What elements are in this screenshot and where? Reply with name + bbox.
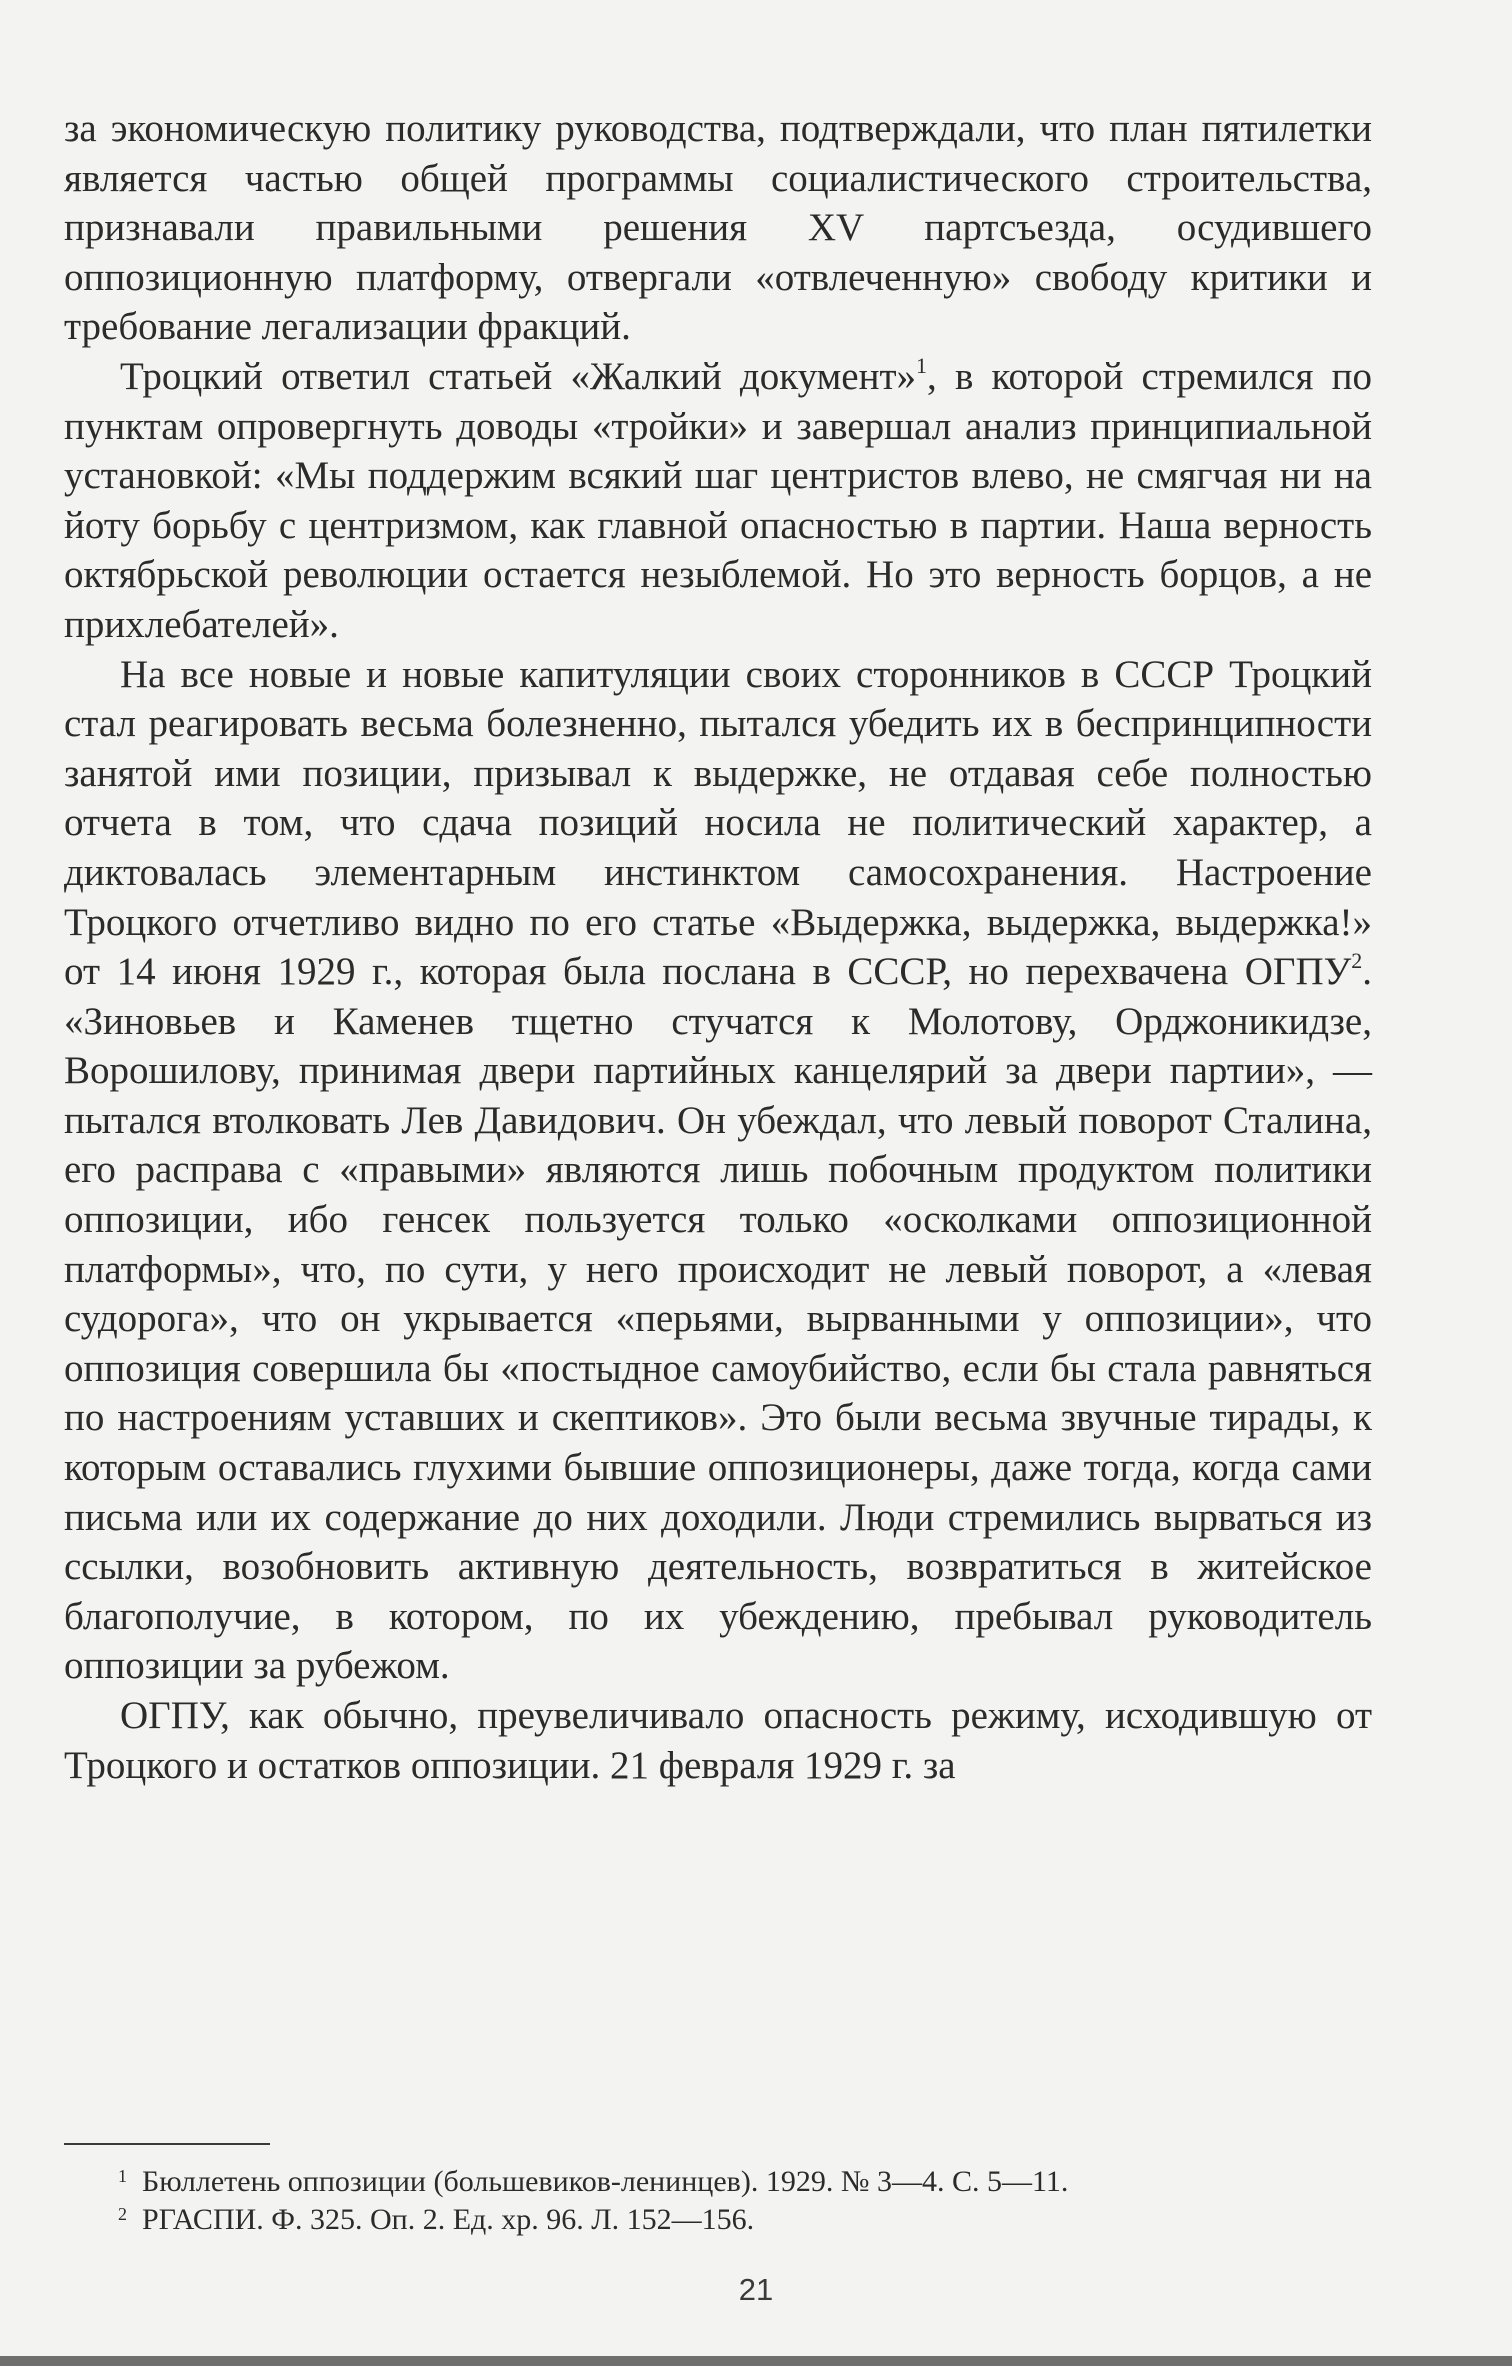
- footnote-2-mark: 2: [118, 2204, 127, 2224]
- footnote-1-mark: 1: [118, 2166, 127, 2186]
- footnote-1-text: Бюллетень оппозиции (большевиков-ленинцев). 1929. № 3—4. С. 5—11.: [142, 2165, 1069, 2198]
- body-text: [64, 104, 1372, 1790]
- paragraph-2-text-end: , в которой стремился по пунктам опровергнуть доводы «тройки» и завершал анализ принципиальной установкой: «Мы поддержим всякий шаг центристов влево, не смягчая ни на йоту борьбу с центризмом, как главной опасностью в партии. Наша верность октябрьской революции остается незыблемой. Но это верность борцов, а не прихлебателей».: [64, 354, 1372, 646]
- paragraph-4: ОГПУ, как обычно, преувеличивало опасность режиму, исходившую от Троцкого и остатков оппозиции. 21 февраля 1929 г. за: [64, 1694, 1372, 1787]
- scan-bottom-edge: [0, 2356, 1512, 2366]
- page-number: 21: [738, 2272, 774, 2307]
- paragraph-3: [64, 650, 1372, 1691]
- paragraph-3-text-end: . «Зиновьев и Каменев тщетно стучатся к Молотову, Орджоникидзе, Ворошилову, принимая двери партийных канцелярий за двери партии», — пытался втолковать Лев Давидович. Он убеждал, что левый поворот Сталина, его расправа с «правыми» являются лишь побочным продуктом политики оппозиции, ибо генсек пользуется только «осколками оппозиционной платформы», что, по сути, у него происходит не левый поворот, а «левая судорога», что он укрывается «перьями, вырванными у оппозиции», что оппозиция совершила бы «постыдное самоубийство, если бы стала равняться по настроениям уставших и скептиков». Это были весьма звучные тирады, к которым оставались глухими бывшие оппозиционеры, даже тогда, когда сами письма или их содержание до них доходили. Люди стремились вырваться из ссылки, возобновить активную деятельность, возвратиться в житейское благополучие, в котором, по их убеждению, пребывал руководитель оппозиции за рубежом.: [64, 950, 1372, 1688]
- footnote-ref-1: 1: [916, 352, 928, 378]
- paragraph-2: [64, 352, 1372, 650]
- footnotes: [64, 2163, 1372, 2239]
- paragraph-1: за экономическую политику руководства, подтверждали, что план пятилетки является частью общей программы социалистического строительства, признавали правильными решения XV партсъезда, осудившего оппозиционную платформу, отвергали «отвлеченную» свободу критики и требование легализации фракций.: [64, 107, 1372, 349]
- footnote-ref-2: 2: [1351, 948, 1363, 974]
- footnote-1: [64, 2163, 1372, 2201]
- footnote-2: [64, 2201, 1372, 2239]
- paragraph-2-text-start: Троцкий ответил статьей «Жалкий документ»: [120, 354, 917, 398]
- footnote-2-text: РГАСПИ. Ф. 325. Оп. 2. Ед. хр. 96. Л. 152—156.: [142, 2203, 755, 2236]
- paragraph-3-text-start: На все новые и новые капитуляции своих сторонников в СССР Троцкий стал реагировать весьма болезненно, пытался убедить их в беспринципности занятой ими позиции, призывал к выдержке, не отдавая себе полностью отчета в том, что сдача позиций носила не политический характер, а диктовалась элементарным инстинктом самосохранения. Настроение Троцкого отчетливо видно по его статье «Выдержка, выдержка, выдержка!» от 14 июня 1929 г., которая была послана в СССР, но перехвачена ОГПУ: [64, 652, 1372, 994]
- footnote-divider: [64, 2143, 270, 2145]
